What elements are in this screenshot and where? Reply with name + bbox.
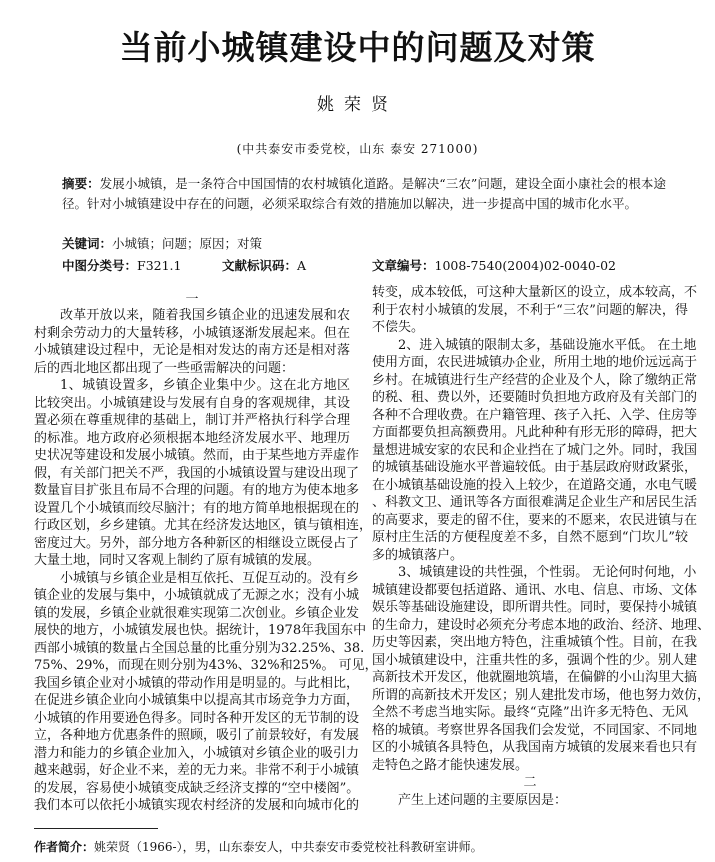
text-line: 二 [523, 775, 537, 790]
text-line: 的高要求，要走的留不住，要来的不愿来，农民进镇与在 [372, 512, 698, 528]
clc-label: 中图分类号： [62, 258, 138, 273]
text-line: 、科教文卫、通讯等各方面很难满足企业生产和居民生活 [372, 495, 698, 510]
text-line: 产生上述问题的主要原因是： [398, 792, 568, 808]
text-line: 75%、29%，而现在则分别为43%、32%和25%。 可见， [34, 658, 378, 673]
text-line: 越来越弱，好企业不来，差的无力来。非常不利于小城镇 [34, 763, 360, 778]
author-footnote [34, 838, 483, 855]
text-line: 使用方面，农民进城镇办企业，所用土地的地价远远高于 [372, 355, 698, 370]
paragraph [372, 337, 698, 565]
doc-code-value: A [297, 258, 307, 273]
section-heading-one: 一 [185, 292, 199, 307]
text-line: 的生命力，建设时必须充分考虑本地的政治、经济、地理、 [372, 617, 711, 633]
text-line: 1、城镇设置多，乡镇企业集中少。这在北方地区 [60, 378, 350, 393]
text-line: 设置几个小城镇而绞尽脑汁；有的地方简单地根据现在的 [34, 500, 360, 516]
text-line: 小城镇建设过程中，无论是相对发达的南方还是相对落 [34, 343, 350, 358]
text-line: 小城镇的作用要逊色得多。同时各种开发区的无节制的设 [34, 710, 360, 726]
text-line: 格的城镇。考察世界各国我们会发觉，不同国家、不同地 [372, 722, 698, 738]
text-line: 改革开放以来，随着我国乡镇企业的迅速发展和农 [60, 308, 350, 323]
clc-value: F321.1 [137, 258, 182, 273]
text-line: 展快的地方，小城镇发展也快。据统计，1978年我国东中 [34, 623, 367, 638]
text-line: 国小城镇建设中，注重共性的多，强调个性的少。别人建 [372, 652, 698, 668]
text-line: 行政区划，乡乡建镇。尤其在经济发达地区，镇与镇相连， [34, 518, 373, 533]
text-line: 后的西北地区都出现了一些亟需解决的问题： [34, 360, 295, 376]
text-line: 比较突出。小城镇建设与发展有自身的客观规律，其设 [34, 395, 350, 411]
paper-title: 当前小城镇建设中的问题及对策 [119, 28, 596, 67]
text-line: 小城镇与乡镇企业是相互依托、互促互动的。没有乡 [60, 570, 360, 586]
text-line: 史状况等建设和发展小城镇。然而，由于某些地方弄虚作 [34, 448, 360, 463]
text-line: 立，各种地方优惠条件的照顾，吸引了前景较好，有发展 [34, 728, 360, 743]
text-line: 不偿失。 [372, 320, 425, 335]
author-name: 姚荣贤 [317, 95, 398, 115]
keywords-text: 小城镇；问题；原因；对策 [112, 236, 263, 251]
author-affiliation: (中共泰安市委党校，山东 泰安 271000) [236, 142, 479, 156]
text-line: 的标准。地方政府必须根据本地经济发展水平、地理历 [34, 430, 350, 446]
text-line: 2、进入城镇的限制太多，基础设施水平低。 在土地 [398, 337, 697, 353]
text-line: 高新技术开发区，他就圈地筑墙，在偏僻的小山沟里大搞 [372, 670, 698, 685]
text-line: 乡村。在城镇进行生产经营的企业及个人，除了缴纳正常 [372, 372, 698, 388]
keywords-label: 关键词： [62, 236, 113, 251]
text-line: 西部小城镇的数量占全国总量的比重分别为32.25%、38. [34, 640, 365, 656]
text-line: 的发展，容易使小城镇变成缺乏经济支撑的“空中楼阁”。 [34, 780, 360, 796]
paragraph [34, 570, 378, 815]
text-line: 村剩余劳动力的大量转移，小城镇逐渐发展起来。但在 [34, 325, 350, 341]
text-line: 的税、租、费以外，还要随时负担地方政府及有关部门的 [372, 390, 698, 405]
text-line: 区的小城镇各具特色，从我国南方城镇的发展来看也只有 [372, 740, 698, 755]
keywords [62, 234, 262, 252]
article-no-label: 文章编号： [372, 258, 435, 273]
text-line: 所谓的高新技术开发区；别人建批发市场，他也努力效仿， [372, 687, 711, 703]
article-no-value: 1008-7540(2004)02-0040-02 [434, 258, 616, 273]
right-column [372, 284, 711, 809]
classification-line [62, 256, 682, 274]
text-line: 潜力和能力的乡镇企业加入，小城镇对乡镇企业的吸引力 [34, 745, 360, 761]
text-line: 在小城镇基础设施的投入上较少，在道路交通，水电气暖 [372, 477, 698, 493]
paragraph [372, 792, 688, 810]
footnote-divider [34, 828, 158, 829]
text-line: 在促进乡镇企业向小城镇集中以提高其市场竞争力方面， [34, 693, 360, 708]
text-line: 原村庄生活的方便程度差不多，自然不愿到“门坎儿”较 [372, 530, 688, 545]
text-line: 各种不合理收费。在户籍管理、孩子入托、入学、住房等 [372, 407, 698, 423]
paragraph [34, 307, 350, 377]
footnote-text: 姚荣贤（1966-），男，山东泰安人，中共泰安市委党校社科教研室讲师。 [94, 840, 483, 854]
abstract-text: 发展小城镇，是一条符合中国国情的农村城镇化道路。是解决“三农”问题，建设全面小康社会的根本途径。针对小城镇建设中存在的问题，必须采取综合有效的措施加以解决，进一步提高中国的城市化水平。 [62, 176, 666, 211]
text-line: 走特色之路才能快速发展。 [372, 757, 529, 773]
footnote-label: 作者简介： [34, 840, 95, 854]
text-line: 数量盲目扩张且布局不合理的问题。有的地方为使本地多 [34, 483, 360, 498]
abstract [62, 174, 666, 214]
text-line: 量想进城安家的农民和企业挡在了城门之外。同时，我国 [372, 442, 698, 458]
text-line: 的城镇基础设施水平普遍较低。由于基层政府财政紧张， [372, 460, 698, 475]
text-line: 镇的发展，乡镇企业就很难实现第二次创业。乡镇企业发 [34, 605, 360, 621]
text-line: 全然不考虑当地实际。最终“克隆”出许多无特色、无风 [372, 705, 688, 720]
text-line: 多的城镇落户。 [372, 547, 464, 563]
abstract-label: 摘要： [62, 176, 100, 191]
text-line: 3、城镇建设的共性强，个性弱。 无论何时何地，小 [398, 565, 697, 580]
text-line: 置必须在尊重规律的基础上，制订并严格执行科学合理 [34, 413, 350, 428]
text-line: 我国乡镇企业对小城镇的带动作用是明显的。与此相比， [34, 675, 360, 691]
text-line: 历史等因素，突出地方特色，注重城镇个性。目前，在我 [372, 635, 698, 650]
doc-code-label: 文献标识码： [222, 258, 298, 273]
text-line: 我们本可以依托小城镇实现农村经济的发展和向城市化的 [34, 798, 360, 813]
text-line: 大量土地，同时又客观上制约了原有城镇的发展。 [34, 553, 321, 568]
text-line: 方面都要负担高额费用。凡此种种有形无形的障碍，把大 [372, 425, 698, 440]
text-line: 娱乐等基础设施建设，即所谓共性。同时，要保持小城镇 [372, 600, 698, 615]
paragraph [372, 284, 698, 337]
paragraph [372, 564, 711, 774]
text-line: 镇企业的发展与集中，小城镇就成了无源之水；没有小城 [34, 588, 360, 603]
left-column [34, 307, 378, 815]
section-heading [372, 774, 688, 792]
text-line: 密度过大。另外，部分地方各种新区的相继设立既侵占了 [34, 535, 360, 551]
text-line: 转变，成本较低，可这种大量新区的设立，成本较高，不 [372, 285, 698, 300]
text-line: 利于农村小城镇的发展，不利于“三农”问题的解决，得 [372, 302, 688, 318]
text-line: 城镇建设都要包括道路、通讯、水电、信息、市场、文体 [372, 582, 698, 598]
paragraph [34, 377, 373, 570]
text-line: 假，有关部门把关不严，我国的小城镇设置与建设出现了 [34, 465, 360, 481]
